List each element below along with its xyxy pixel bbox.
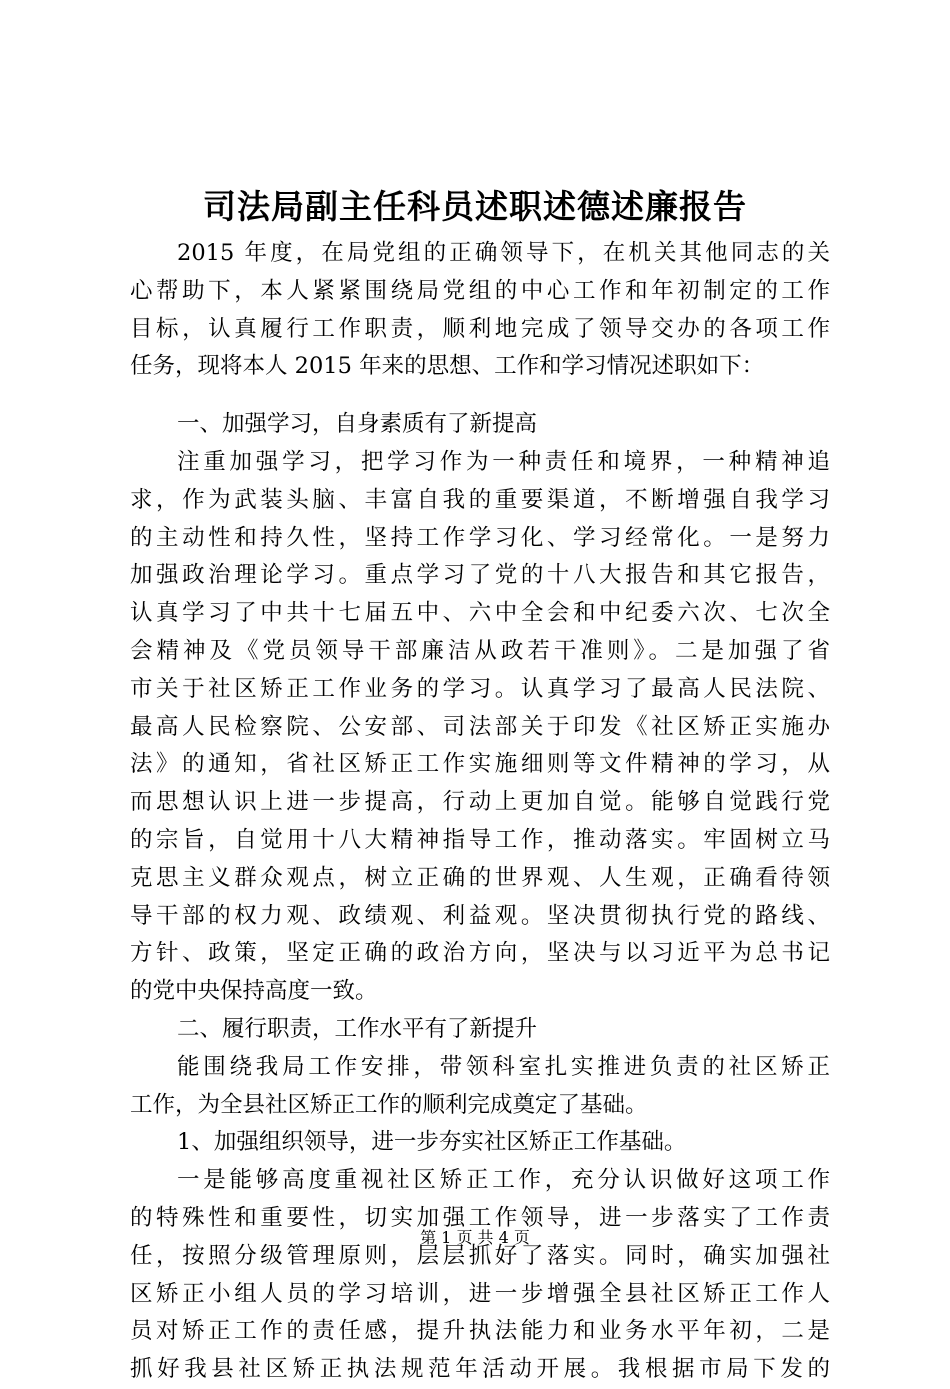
paragraph (130, 1049, 830, 1125)
text-line: 员对矫正工作的责任感，提升执法能力和业务水平年初，二是 (130, 1318, 830, 1345)
text-line: 求，作为武装头脑、丰富自我的重要渠道，不断增强自我学习 (130, 486, 830, 513)
document-body (130, 235, 830, 1389)
text-line: 抓好我县社区矫正执法规范年活动开展。我根据市局下发的 (130, 1356, 830, 1383)
section-heading (130, 406, 830, 444)
text-line: 注重加强学习，把学习作为一种责任和境界，一种精神追 (177, 448, 830, 475)
text-line: 二、履行职责，工作水平有了新提升 (177, 1015, 538, 1042)
text-line: 会精神及《党员领导干部廉洁从政若干准则》。二是加强了省 (130, 637, 830, 664)
document-title: 司法局副主任科员述职述德述廉报告 (203, 187, 747, 226)
text-line: 加强政治理论学习。重点学习了党的十八大报告和其它报告， (130, 562, 830, 589)
text-line: 克思主义群众观点，树立正确的世界观、人生观，正确看待领 (130, 864, 830, 891)
text-line: 法》的通知，省社区矫正工作实施细则等文件精神的学习，从 (130, 751, 830, 778)
text-line: 工作，为全县社区矫正工作的顺利完成奠定了基础。 (130, 1091, 648, 1118)
text-line: 2015 年度，在局党组的正确领导下，在机关其他同志的关 (177, 240, 830, 266)
text-line: 目标，认真履行工作职责，顺利地完成了领导交办的各项工作 (130, 315, 830, 342)
page-footer: 第 1 页 共 4 页 (420, 1228, 530, 1247)
text-line: 一、加强学习，自身素质有了新提高 (177, 411, 538, 438)
paragraph (130, 1162, 830, 1389)
text-line: 区矫正小组人员的学习培训，进一步增强全县社区矫正工作人 (130, 1280, 830, 1307)
text-line: 心帮助下，本人紧紧围绕局党组的中心工作和年初制定的工作 (130, 277, 830, 304)
text-line: 最高人民检察院、公安部、司法部关于印发《社区矫正实施办 (130, 713, 830, 740)
text-line: 任，按照分级管理原则，层层抓好了落实。同时，确实加强社 (130, 1242, 830, 1269)
subsection-heading (130, 1124, 830, 1162)
paragraph (130, 444, 830, 1011)
text-line: 认真学习了中共十七届五中、六中全会和中纪委六次、七次全 (130, 600, 830, 627)
section-heading (130, 1011, 830, 1049)
text-line: 的宗旨，自觉用十八大精神指导工作，推动落实。牢固树立马 (130, 826, 830, 853)
text-line: 一是能够高度重视社区矫正工作，充分认识做好这项工作 (177, 1167, 830, 1194)
text-line: 市关于社区矫正工作业务的学习。认真学习了最高人民法院、 (130, 675, 830, 702)
text-line: 的主动性和持久性，坚持工作学习化、学习经常化。一是努力 (130, 524, 830, 551)
text-line: 1、加强组织领导，进一步夯实社区矫正工作基础。 (177, 1129, 687, 1156)
text-line: 方针、政策，坚定正确的政治方向，坚决与以习近平为总书记 (130, 940, 830, 967)
text-line: 而思想认识上进一步提高，行动上更加自觉。能够自觉践行党 (130, 789, 830, 816)
text-line: 导干部的权力观、政绩观、利益观。坚决贯彻执行党的路线、 (130, 902, 830, 929)
text-line: 能围绕我局工作安排，带领科室扎实推进负责的社区矫正 (177, 1053, 830, 1080)
paragraph (130, 235, 830, 386)
text-line: 任务，现将本人 2015 年来的思想、工作和学习情况述职如下： (130, 353, 765, 380)
text-line: 的特殊性和重要性，切实加强工作领导，进一步落实了工作责 (130, 1204, 830, 1231)
text-line: 的党中央保持高度一致。 (130, 978, 378, 1005)
